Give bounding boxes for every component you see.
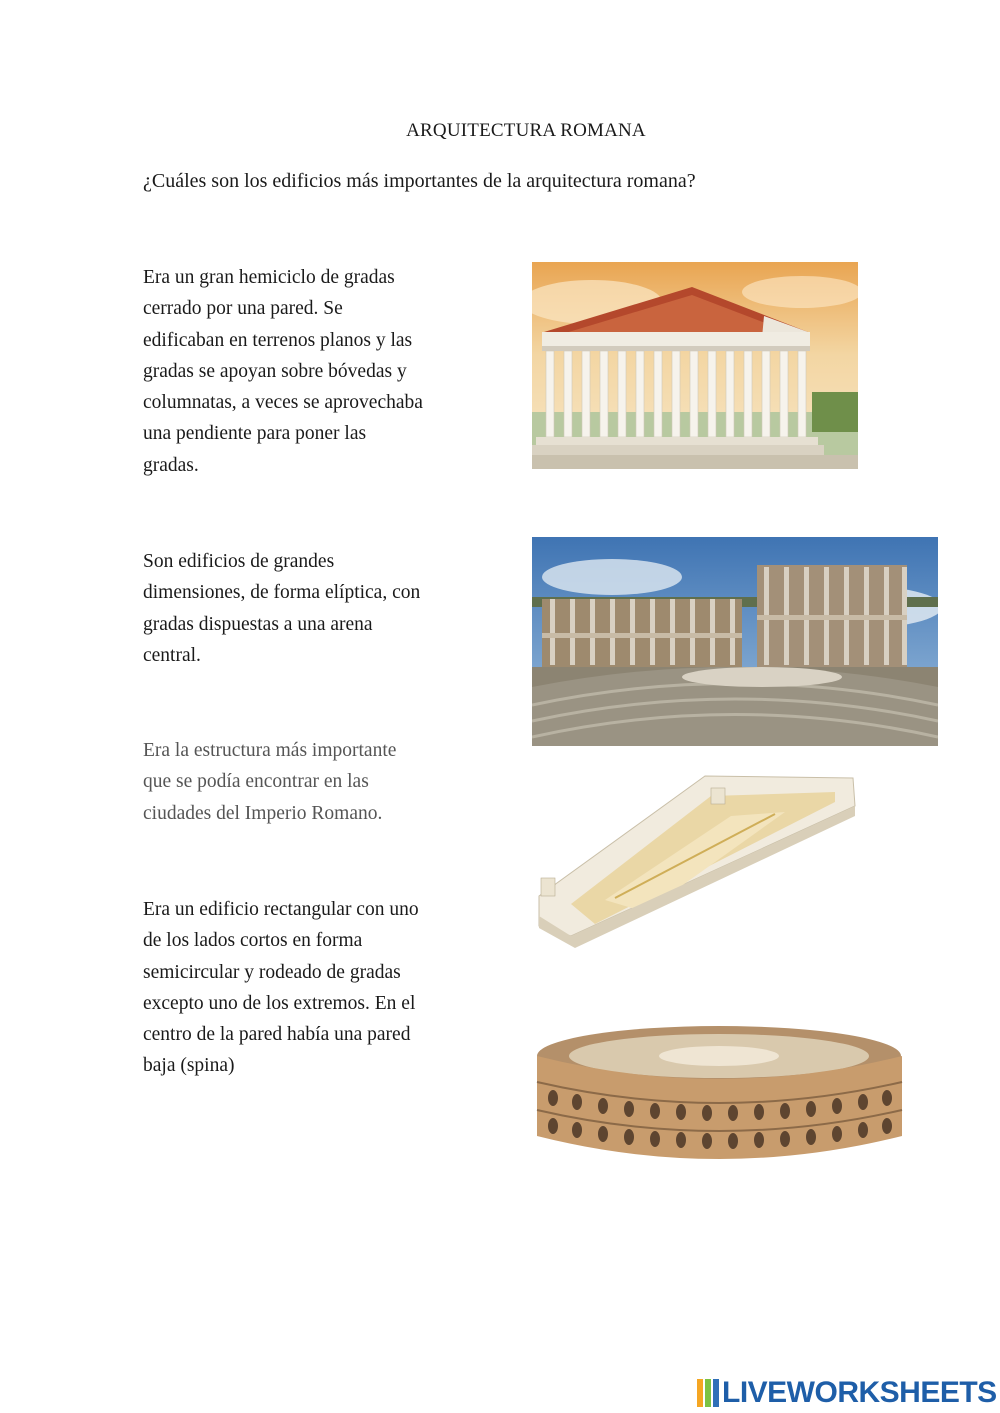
question: ¿Cuáles son los edificios más importantes de la arquitectura romana? [143,170,696,192]
paragraph-line: dimensiones, de forma elíptica, con [143,582,421,604]
paragraph-line: que se podía encontrar en las [143,771,369,793]
paragraph-line: gradas se apoyan sobre bóvedas y [143,360,407,382]
paragraph-line: centro de la pared había una pared [143,1024,411,1046]
paragraph-4 [143,894,473,1082]
paragraph-line: Era un gran hemiciclo de gradas [143,267,395,288]
roman-temple-image [532,262,858,469]
paragraph-line: de los lados cortos en forma [143,930,363,952]
liveworksheets-logo [697,1376,997,1410]
paragraph-1 [143,262,473,481]
paragraph-line: una pendiente para poner las [143,423,367,445]
paragraph-line: columnatas, a veces se aprovechaba [143,392,423,414]
roman-amphitheatre-image [533,1022,906,1172]
paragraph-line: central. [143,644,201,666]
paragraph-line: edificaban en terrenos planos y las [143,329,413,351]
paragraph-3 [143,735,473,829]
paragraph-line: ciudades del Imperio Romano. [143,802,383,824]
paragraph-line: Son edificios de grandes [143,551,335,572]
liveworksheets-brand: LIVEWORKSHEETS [722,1376,997,1409]
paragraph-line: excepto uno de los extremos. En el [143,992,416,1014]
paragraph-line: semicircular y rodeado de gradas [143,961,401,983]
page-title: ARQUITECTURA ROMANA [406,120,646,141]
roman-circus-image [535,766,858,954]
paragraph-2 [143,546,473,671]
liveworksheets-logo-icon [697,1378,719,1408]
paragraph-line: gradas dispuestas a una arena [143,613,373,635]
paragraph-line: Era la estructura más importante [143,740,397,761]
paragraph-line: gradas. [143,454,199,476]
paragraph-line: Era un edificio rectangular con uno [143,899,419,920]
paragraph-line: baja (spina) [143,1055,235,1077]
paragraph-line: cerrado por una pared. Se [143,298,343,320]
roman-theatre-image [532,537,938,746]
